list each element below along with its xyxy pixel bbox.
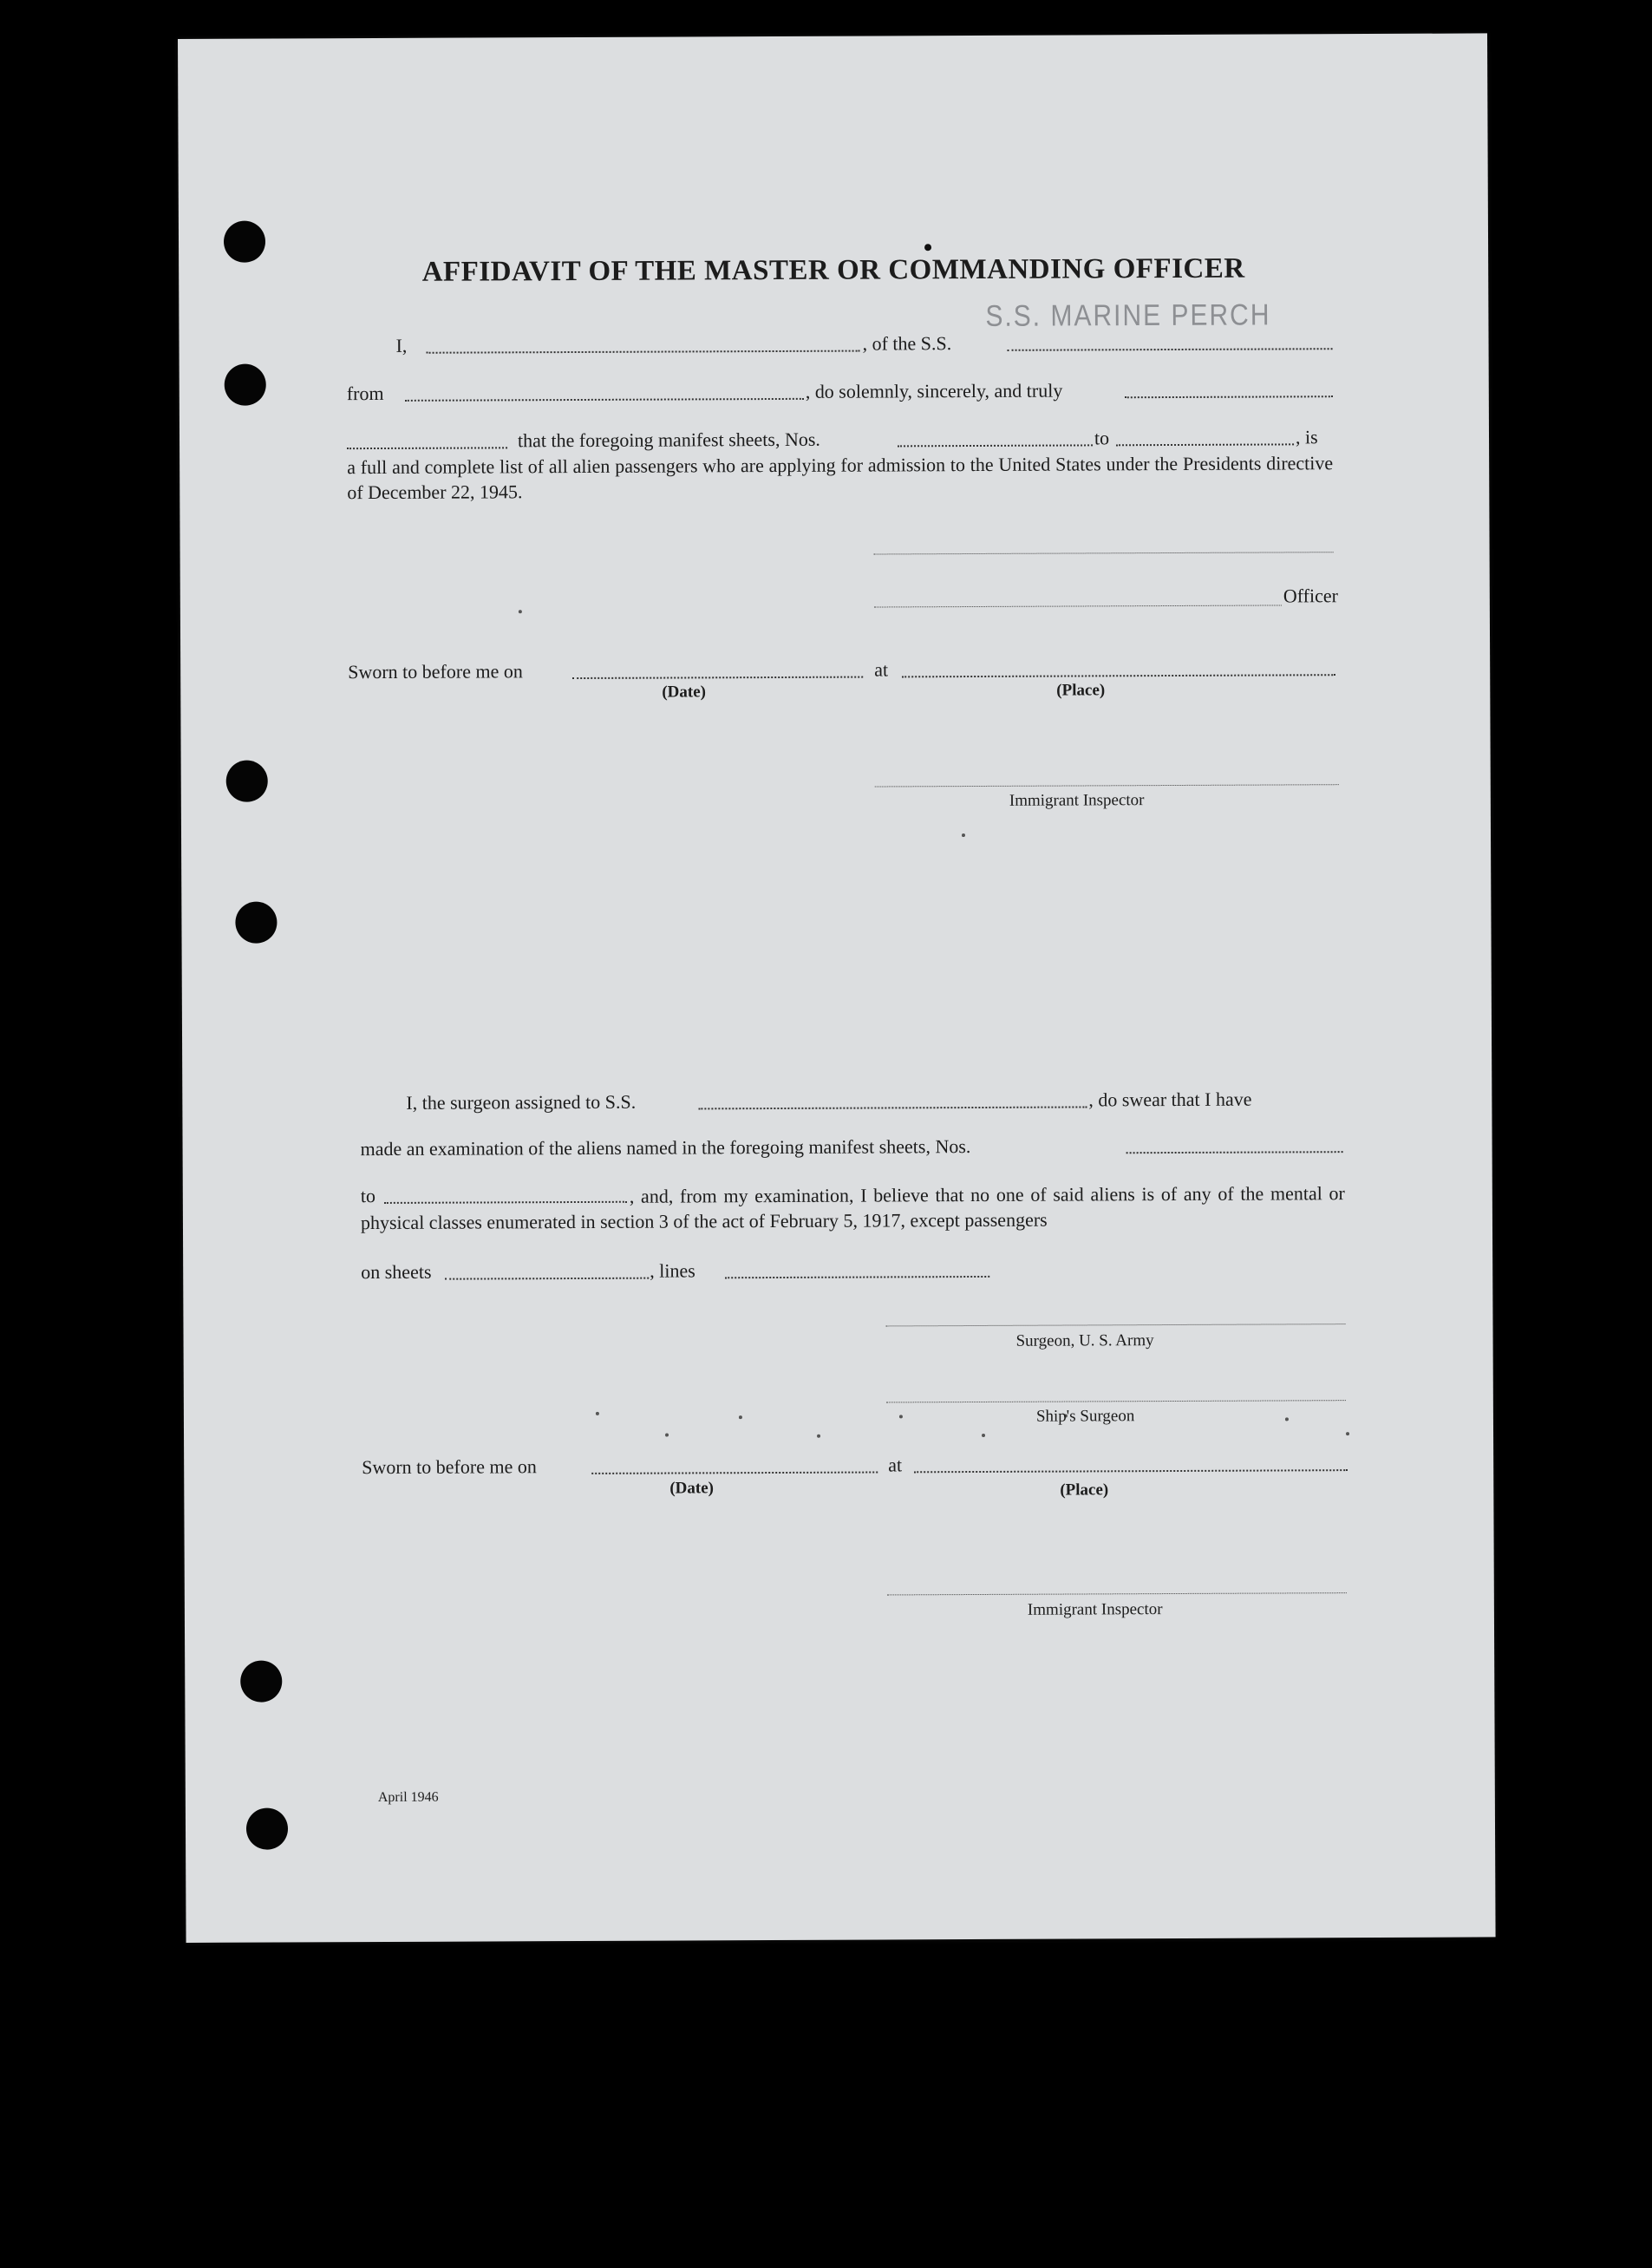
- speck: [962, 833, 965, 837]
- manifest-from-field[interactable]: [898, 444, 1093, 447]
- form-page: [178, 33, 1496, 1943]
- lines-label: , lines: [650, 1259, 695, 1282]
- inspector-signature-line[interactable]: [875, 784, 1339, 787]
- form-title: AFFIDAVIT OF THE MASTER OR COMMANDING OFFICER: [421, 252, 1245, 288]
- officer-signature-line[interactable]: [874, 605, 1282, 607]
- ship-surgeon-caption: Ship's Surgeon: [1035, 1407, 1135, 1426]
- speck: [665, 1434, 669, 1437]
- solemnly-label: , do solemnly, sincerely, and truly: [805, 379, 1063, 402]
- speck: [596, 1412, 599, 1415]
- ship-surgeon-signature-line[interactable]: [886, 1400, 1346, 1402]
- officer-label: Officer: [1283, 585, 1338, 607]
- place-caption: (Place): [1056, 681, 1106, 700]
- binder-hole: [225, 364, 266, 406]
- on-sheets-label: on sheets: [361, 1260, 432, 1284]
- binder-hole: [224, 221, 265, 263]
- to-label: to: [1094, 427, 1110, 449]
- master-statement: a full and complete list of all alien passengers who are applying for admission to the United States under the Presidents directive of December 22, 1945.: [347, 452, 1334, 504]
- army-surgeon-caption: Surgeon, U. S. Army: [1015, 1331, 1154, 1350]
- from-port-field[interactable]: [405, 398, 804, 402]
- surgeon-sworn-label: Sworn to before me on: [362, 1455, 537, 1479]
- signature-line[interactable]: [874, 552, 1334, 554]
- date-caption: (Date): [662, 683, 706, 702]
- inspector-caption: Immigrant Inspector: [1009, 791, 1145, 810]
- surgeon-statement: , and, from my examination, I believe that no one of said aliens is of any of the mental or physical classes enumerated in section 3 of the act of February 5, 1917, except passengers: [360, 1182, 1345, 1234]
- surgeon-ship-field[interactable]: [698, 1106, 1087, 1109]
- sworn-label: Sworn to before me on: [348, 660, 523, 683]
- binder-hole: [226, 761, 268, 802]
- surgeon-at-label: at: [888, 1454, 903, 1476]
- lines-field[interactable]: [725, 1276, 989, 1278]
- speck: [1285, 1417, 1289, 1421]
- master-name-field[interactable]: [427, 350, 860, 354]
- surgeon-sworn-date-field[interactable]: [591, 1471, 878, 1474]
- army-surgeon-signature-line[interactable]: [885, 1324, 1345, 1326]
- surgeon-sworn-place-field[interactable]: [914, 1469, 1348, 1473]
- oath-verb-field[interactable]: [347, 447, 507, 449]
- at-label: at: [874, 658, 889, 681]
- i-label: I,: [395, 334, 408, 356]
- manifest-to-field[interactable]: [1116, 443, 1294, 446]
- surgeon-nos-field[interactable]: [1126, 1151, 1343, 1154]
- from-label: from: [346, 382, 384, 405]
- speck: [519, 610, 522, 613]
- sheets-field[interactable]: [445, 1278, 649, 1280]
- speck: [982, 1434, 985, 1437]
- binder-hole: [235, 902, 277, 944]
- form-date-footer: April 1946: [377, 1789, 439, 1806]
- examination-label: made an examination of the aliens named in the foregoing manifest sheets, Nos.: [360, 1135, 971, 1160]
- speck: [817, 1435, 820, 1438]
- speck: [899, 1415, 903, 1418]
- surgeon-inspector-signature-line[interactable]: [887, 1592, 1347, 1595]
- sworn-place-field[interactable]: [902, 674, 1335, 677]
- speck: [924, 244, 931, 251]
- binder-hole: [240, 1660, 282, 1702]
- speck: [739, 1415, 742, 1419]
- of-ss-label: , of the S.S.: [862, 332, 952, 355]
- swear-label: , do swear that I have: [1088, 1088, 1252, 1111]
- manifest-nos-label: that the foregoing manifest sheets, Nos.: [517, 428, 820, 452]
- surgeon-to-label: to: [360, 1185, 376, 1207]
- sworn-date-field[interactable]: [572, 676, 863, 679]
- is-label: , is: [1295, 426, 1318, 448]
- oath-type-field[interactable]: [1125, 395, 1333, 398]
- surgeon-place-caption: (Place): [1060, 1480, 1109, 1500]
- surgeon-date-caption: (Date): [669, 1479, 714, 1498]
- surgeon-intro-label: I, the surgeon assigned to S.S.: [406, 1090, 637, 1114]
- ship-name-field[interactable]: [1008, 348, 1333, 351]
- surgeon-inspector-caption: Immigrant Inspector: [1027, 1600, 1163, 1619]
- speck: [1346, 1432, 1349, 1435]
- ship-name-stamp: S.S. MARINE PERCH: [985, 298, 1271, 333]
- binder-hole: [246, 1807, 288, 1849]
